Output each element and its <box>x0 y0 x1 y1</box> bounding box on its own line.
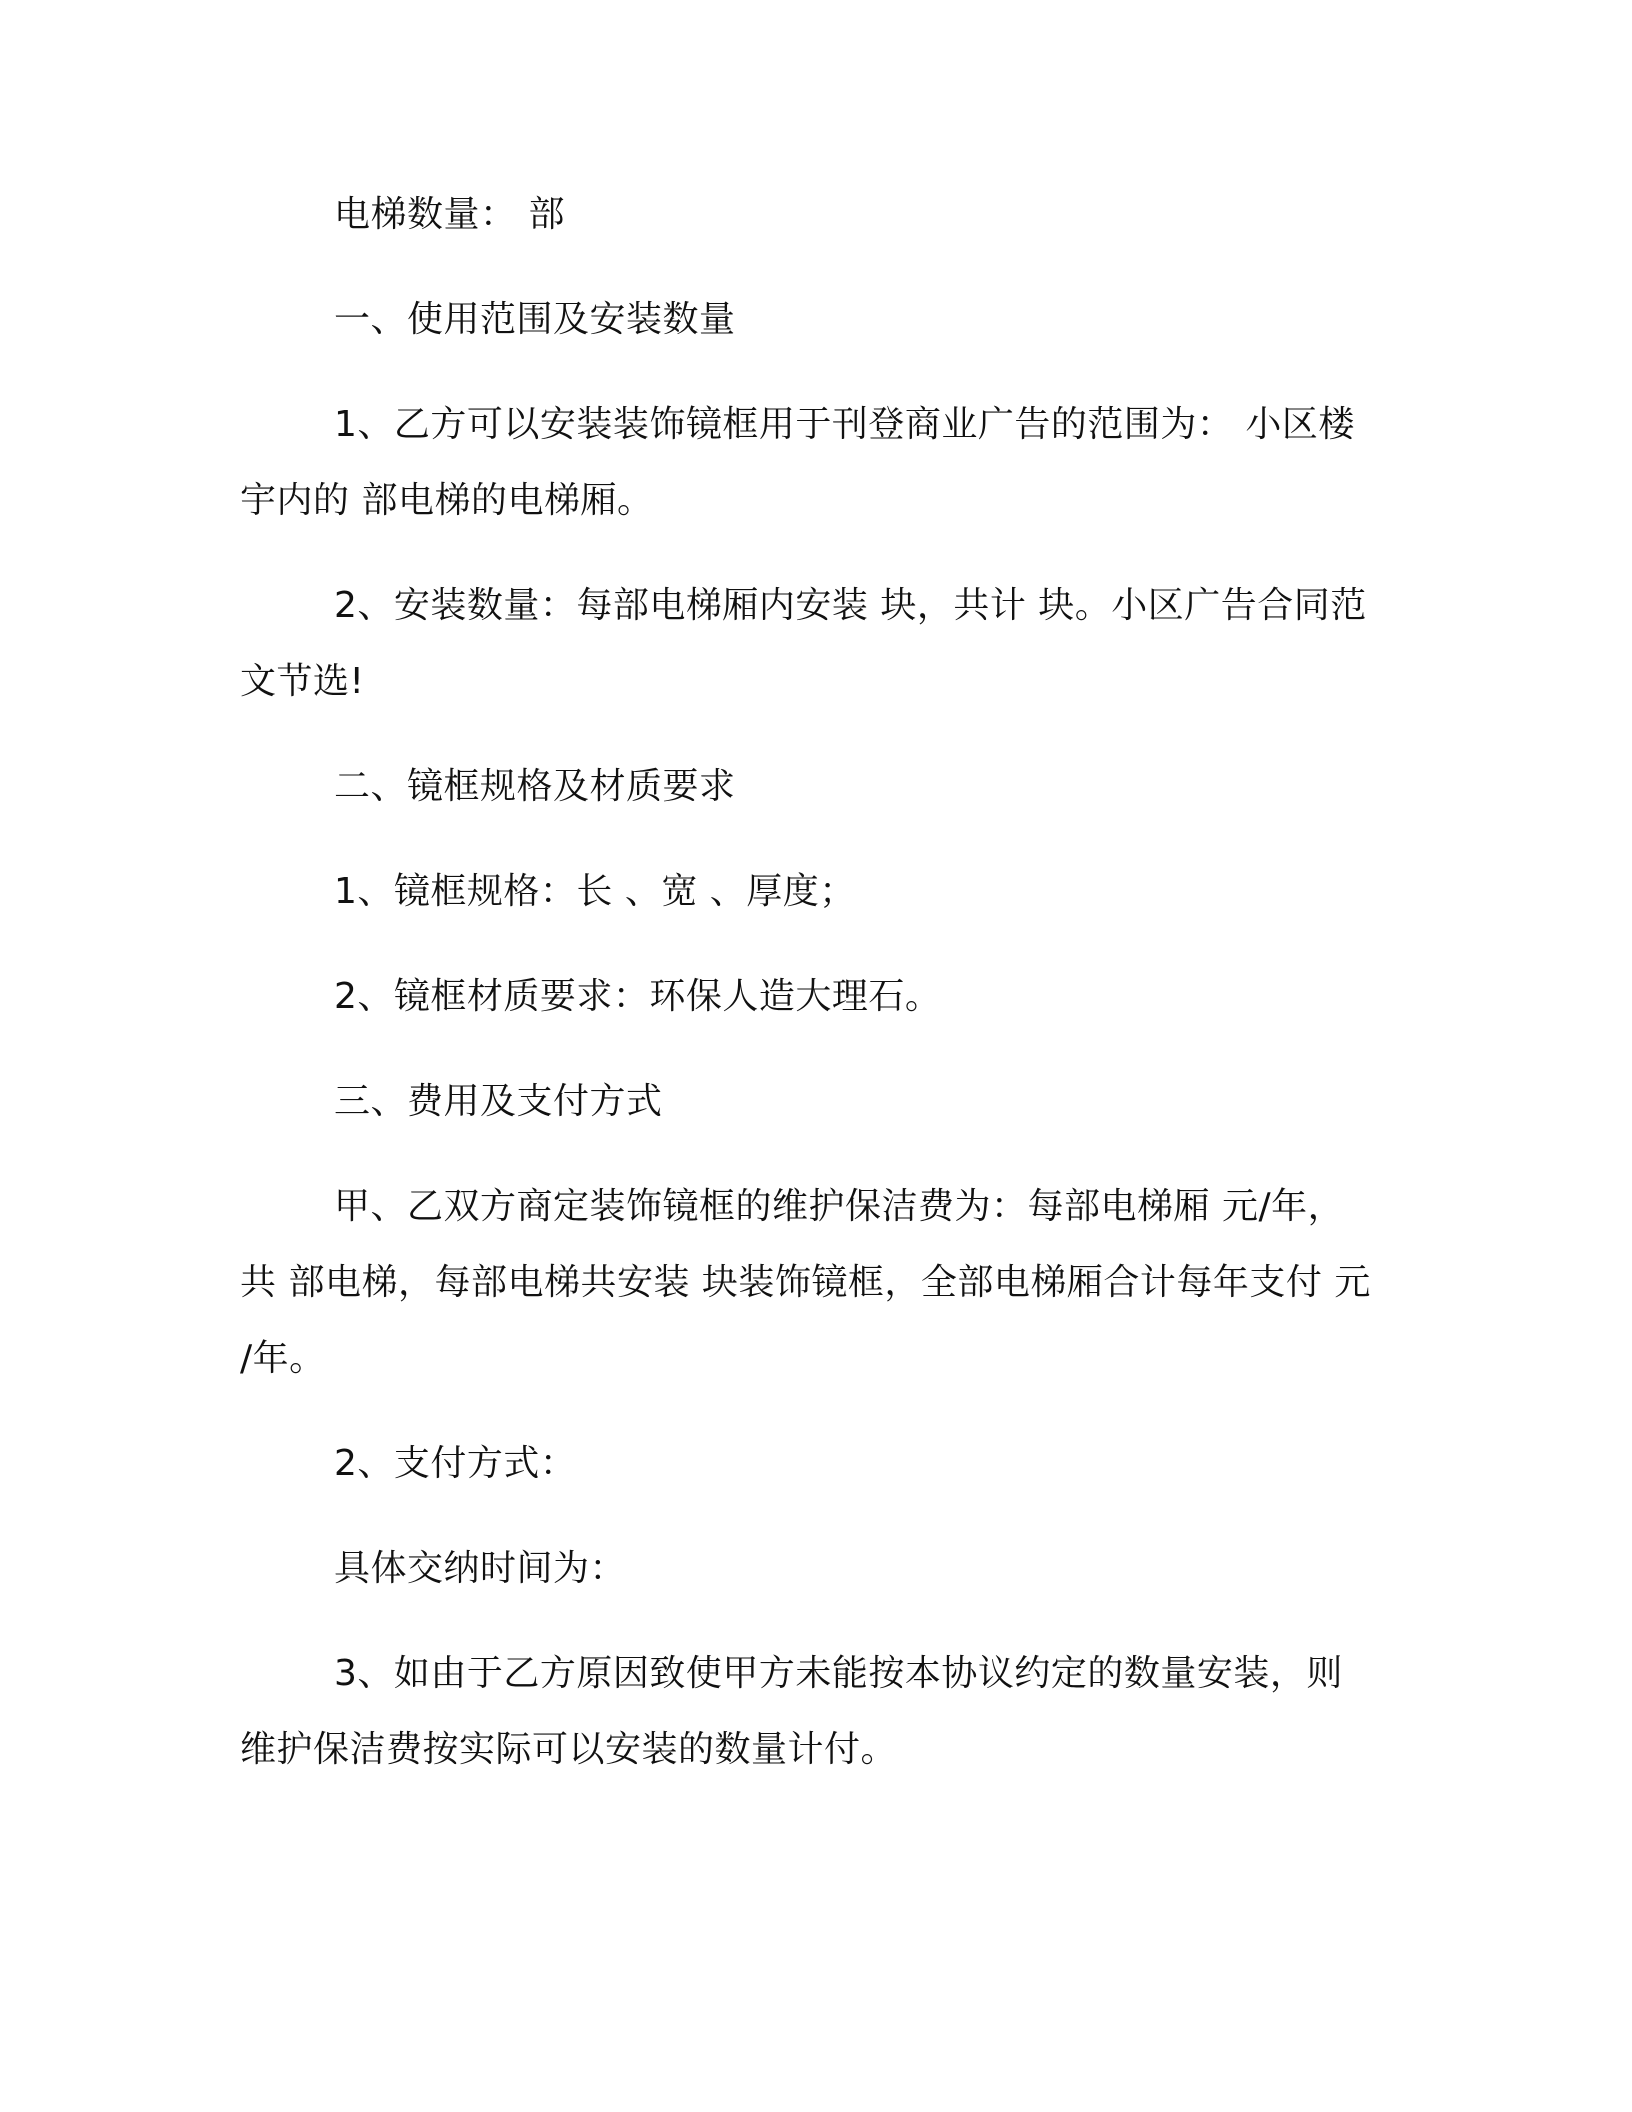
paragraph-line: /年。 <box>240 1338 326 1379</box>
paragraph-line: 甲、乙双方商定装饰镜框的维护保洁费为：每部电梯厢 元/年， <box>334 1186 1345 1227</box>
paragraph-line: 共 部电梯，每部电梯共安装 块装饰镜框，全部电梯厢合计每年支付 元 <box>240 1262 1371 1303</box>
section-heading-2: 二、镜框规格及材质要求 <box>334 766 736 807</box>
section-heading-3: 三、费用及支付方式 <box>334 1081 663 1122</box>
paragraph-line: 文节选! <box>240 661 365 702</box>
paragraph-line: 1、乙方可以安装装饰镜框用于刊登商业广告的范围为： 小区楼 <box>334 404 1355 445</box>
elevator-count-line: 电梯数量： 部 <box>334 194 565 235</box>
paragraph-line: 2、支付方式： <box>334 1443 577 1484</box>
paragraph-line: 宇内的 部电梯的电梯厢。 <box>240 480 654 521</box>
paragraph-line: 3、如由于乙方原因致使甲方未能按本协议约定的数量安装，则 <box>334 1653 1343 1694</box>
paragraph-line: 具体交纳时间为： <box>334 1548 627 1589</box>
paragraph-line: 1、镜框规格：长 、宽 、厚度； <box>334 871 856 912</box>
paragraph-line: 2、镜框材质要求：环保人造大理石。 <box>334 976 942 1017</box>
paragraph-line: 维护保洁费按实际可以安装的数量计付。 <box>240 1729 898 1770</box>
section-heading-1: 一、使用范围及安装数量 <box>334 299 736 340</box>
paragraph-line: 2、安装数量：每部电梯厢内安装 块，共计 块。小区广告合同范 <box>334 585 1367 626</box>
